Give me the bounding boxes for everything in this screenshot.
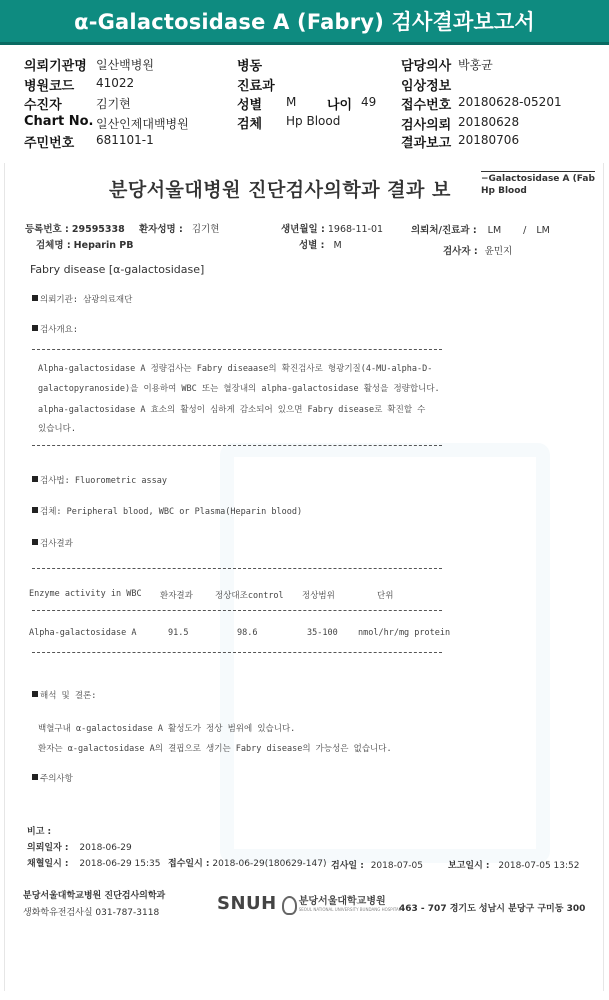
sex-label: 성별: [237, 98, 263, 113]
table-cell-control: 98.6: [237, 628, 258, 638]
sex-value: M: [286, 95, 297, 109]
specimen-value: Hp Blood: [286, 114, 341, 128]
collector-label: 수진자: [24, 98, 62, 113]
overview-line-3: alpha-galactosidase A 효소의 활성이 심하게 감소되어 있으면 Fabry disease로 확진할 수: [38, 405, 426, 415]
age-label: 나이: [327, 98, 353, 113]
table-cell-range: 35-100: [307, 628, 338, 638]
tester: 검사자 : 윤민지: [443, 246, 513, 257]
overview-line-2: galactopyranoside)을 이용하여 WBC 또는 혈장내의 alpha-galactosidase 활성을 정량합니다.: [38, 384, 440, 394]
section-requesting-inst: 의뢰기관: 삼광의료재단: [32, 293, 132, 305]
request-date-label: 검사의뢰: [401, 118, 452, 133]
divider: [32, 349, 442, 350]
table-header-patient: 환자결과: [160, 591, 193, 601]
table-header-enzyme: Enzyme activity in WBC: [29, 589, 142, 599]
divider: [32, 652, 442, 653]
snuh-emblem-icon: [280, 895, 296, 913]
report-date-value: 20180706: [458, 133, 520, 147]
requester-dept: 의뢰처/진료과 : LM / LM: [411, 225, 550, 236]
dept-label: 진료과: [237, 79, 275, 94]
specimen-name: 검체명 : Heparin PB: [36, 240, 134, 251]
interp-line-1: 백혈구내 α-galactosidase A 활성도가 정상 범위에 있습니다.: [38, 724, 296, 734]
inst-label: 의뢰기관명: [24, 59, 87, 74]
report-datetime: 보고일시 : 2018-07-05 13:52: [448, 861, 580, 871]
inst-value: 일산백병원: [96, 58, 154, 72]
clinical-info-label: 임상정보: [401, 79, 452, 94]
table-cell-test: Alpha-galactosidase A: [29, 628, 137, 638]
patient-name: 환자성명 : 김기현: [139, 224, 220, 235]
section-specimen: 검체: Peripheral blood, WBC or Plasma(Heparin blood): [32, 505, 302, 517]
chart-no-value: 일산인제대백병원: [96, 117, 189, 131]
chart-no-label: Chart No.: [24, 114, 94, 129]
doctor-value: 박홍균: [458, 58, 493, 72]
ward-label: 병동: [237, 59, 263, 74]
jumin-value: 681101-1: [96, 133, 154, 147]
reg-no: 등록번호 : 29595338: [25, 224, 125, 235]
report-title: α-Galactosidase A (Fabry) 검사결과보고서: [74, 10, 535, 34]
jumin-label: 주민번호: [24, 136, 75, 151]
request-date: 의뢰일자 : 2018-06-29: [27, 843, 132, 853]
section-overview: 검사개요:: [32, 323, 78, 335]
section-caution: 주의사항: [32, 772, 73, 784]
code-label: 병원코드: [24, 79, 75, 94]
section-result: 검사결과: [32, 537, 73, 549]
request-date-value: 20180628: [458, 115, 520, 129]
code-value: 41022: [96, 76, 135, 90]
divider: [32, 610, 442, 611]
table-cell-unit: nmol/hr/mg protein: [358, 628, 451, 638]
age-value: 49: [361, 95, 377, 109]
report-title-banner: [0, 0, 609, 45]
disease-heading: Fabry disease [α-galactosidase]: [30, 263, 205, 276]
report-date-label: 결과보고: [401, 136, 452, 151]
section-method: 검사법: Fluorometric assay: [32, 474, 167, 486]
receipt-no-value: 20180628-05201: [458, 95, 562, 109]
dob: 생년월일 : 1968-11-01: [281, 224, 384, 235]
outer-patient-info: [0, 52, 609, 152]
remarks-label: 비고 :: [27, 827, 52, 837]
hospital-address: 463 - 707 경기도 성남시 분당구 구미동 300: [399, 904, 586, 914]
table-header-range: 정상범위: [302, 591, 335, 601]
interp-line-2: 환자는 α-galactosidase A의 결핍으로 생기는 Fabry disease의 가능성은 없습니다.: [38, 744, 392, 754]
table-header-control: 정상대조control: [215, 591, 284, 601]
specimen-label: 검체: [237, 117, 263, 132]
draw-datetime: 채혈일시 : 2018-06-29 15:35: [27, 859, 161, 869]
overview-line-1: Alpha-galactosidase A 정량검사는 Fabry diseaase의 확진검사로 형광기질(4-MU-alpha-D-: [38, 364, 433, 374]
corner-overlap-text: −Galactosidase A (Fab Hp Blood: [481, 171, 595, 197]
scanned-report: [4, 163, 604, 991]
lab-phone: 생화학유전검사실 031-787-3118: [23, 908, 160, 918]
table-cell-patient-result: 91.5: [168, 628, 189, 638]
receipt-datetime: 접수일시 : 2018-06-29(180629-147): [168, 859, 327, 869]
table-header-unit: 단위: [377, 591, 394, 601]
receipt-no-label: 접수번호: [401, 98, 452, 113]
overview-line-4: 있습니다.: [38, 424, 76, 434]
sex: 성별 : M: [299, 240, 342, 251]
hospital-report-title: 분당서울대병원 진단검사의학과 결과 보: [109, 179, 451, 201]
section-interpretation: 해석 및 결론:: [32, 689, 96, 701]
test-date: 검사일 : 2018-07-05: [331, 861, 424, 871]
doctor-label: 담당의사: [401, 59, 452, 74]
divider: [32, 568, 442, 569]
snuh-logo: SNUH 분당서울대학교병원 SEOUL NATIONAL UNIVERSITY BUNDANG HOSPITAL: [217, 893, 401, 914]
divider: [32, 445, 442, 446]
department-name: 분당서울대학교병원 진단검사의학과: [23, 891, 166, 901]
collector-value: 김기현: [96, 97, 131, 111]
